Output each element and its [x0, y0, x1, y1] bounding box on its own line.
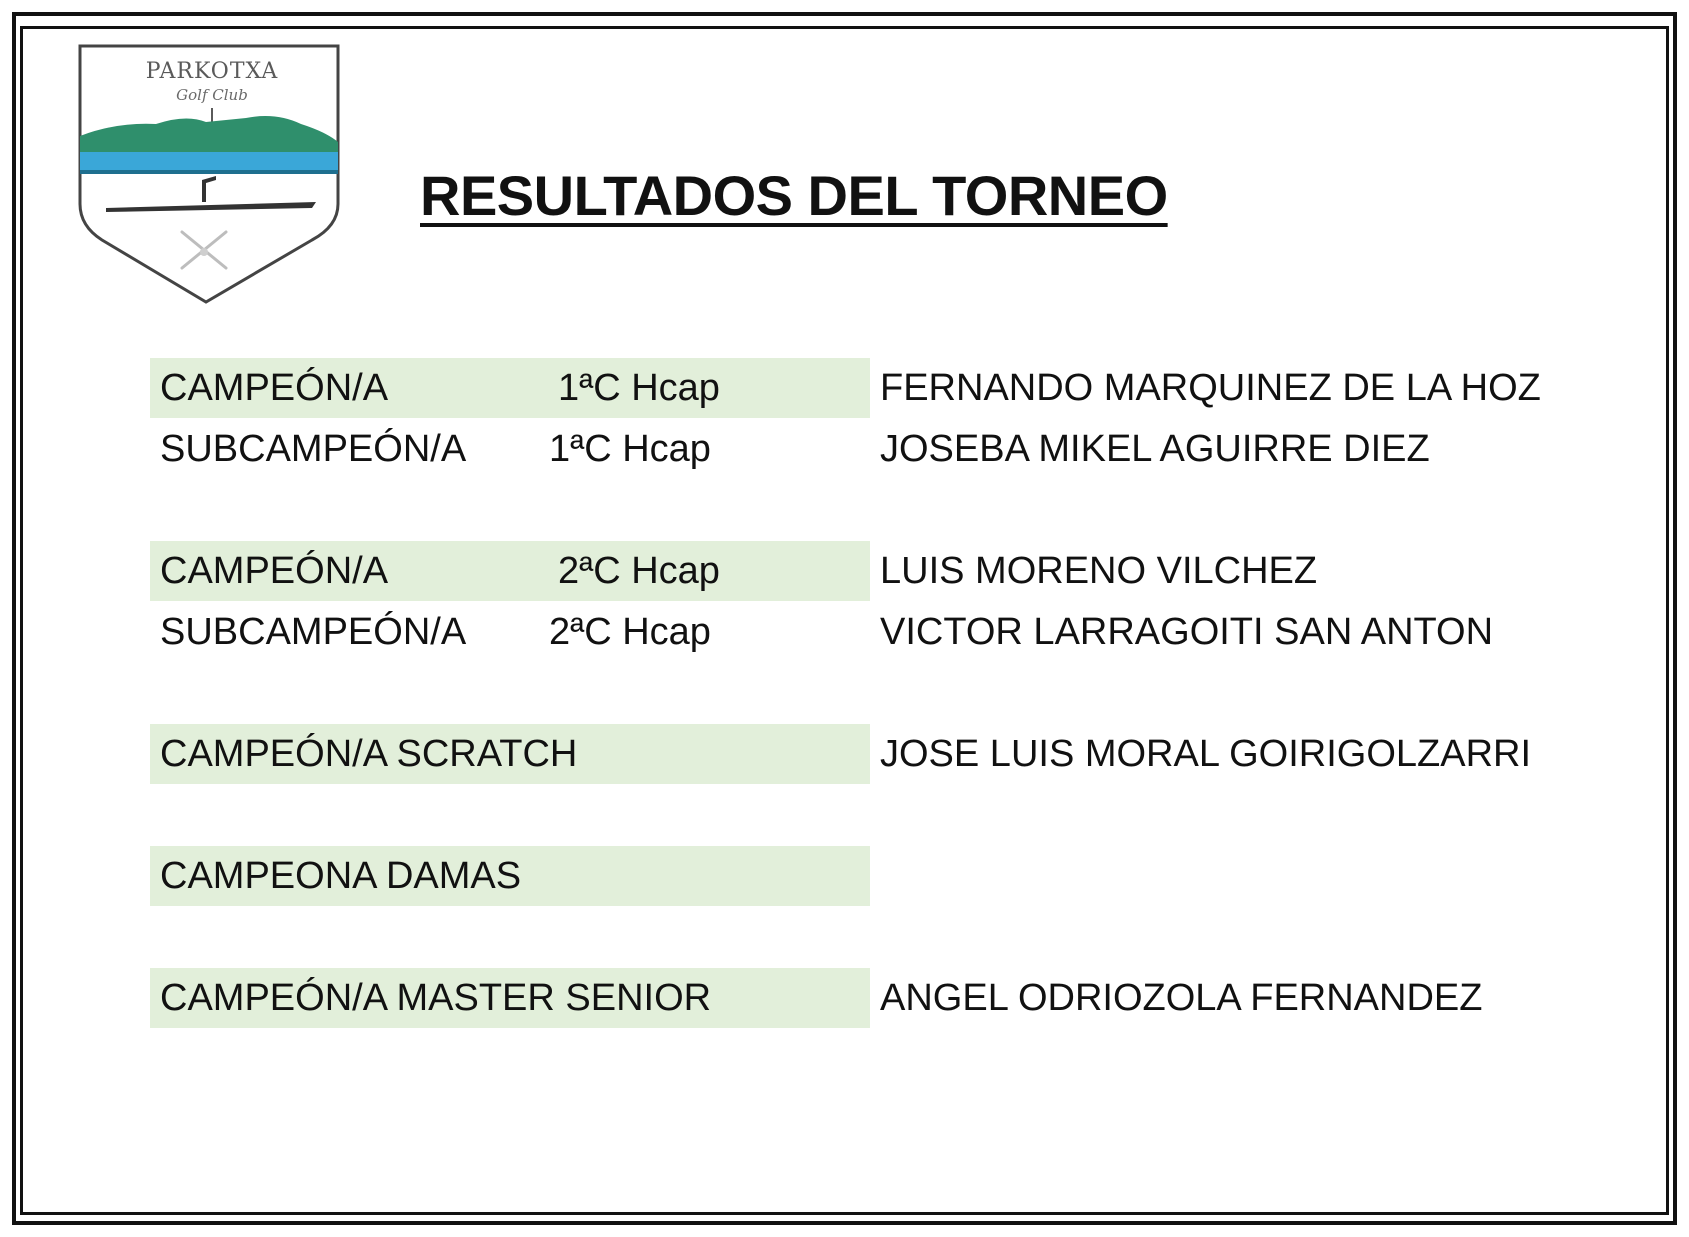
- division-label: 1ªC Hcap: [549, 428, 711, 470]
- division-label: 2ªC Hcap: [558, 550, 720, 592]
- role-label: CAMPEÓN/A SCRATCH: [160, 733, 578, 775]
- winner-name: FERNANDO MARQUINEZ DE LA HOZ: [880, 367, 1541, 409]
- logo-name: PARKOTXA: [145, 59, 279, 84]
- club-logo: [76, 44, 344, 304]
- division-label: 1ªC Hcap: [558, 367, 720, 409]
- result-row: [150, 968, 1650, 1028]
- role-label: CAMPEÓN/A: [160, 367, 389, 409]
- result-row: [150, 602, 1650, 662]
- winner-name: VICTOR LARRAGOITI SAN ANTON: [880, 611, 1494, 653]
- role-label: CAMPEONA DAMAS: [160, 855, 522, 897]
- result-row: [150, 541, 1650, 601]
- role-label: CAMPEÓN/A MASTER SENIOR: [160, 977, 712, 1019]
- role-label: SUBCAMPEÓN/A: [160, 611, 467, 653]
- winner-name: JOSE LUIS MORAL GOIRIGOLZARRI: [880, 733, 1532, 775]
- winner-name: ANGEL ODRIOZOLA FERNANDEZ: [880, 977, 1483, 1019]
- result-row: [150, 419, 1650, 479]
- result-row: [150, 846, 1650, 906]
- winner-name: LUIS MORENO VILCHEZ: [880, 550, 1318, 592]
- division-label: 2ªC Hcap: [549, 611, 711, 653]
- logo-subtitle: Golf Club: [176, 86, 248, 104]
- role-label: CAMPEÓN/A: [160, 550, 389, 592]
- shield-icon: [76, 44, 344, 304]
- result-row: [150, 724, 1650, 784]
- winner-name: JOSEBA MIKEL AGUIRRE DIEZ: [880, 428, 1430, 470]
- role-label: SUBCAMPEÓN/A: [160, 428, 467, 470]
- result-row: [150, 358, 1650, 418]
- page-title: RESULTADOS DEL TORNEO: [420, 164, 1168, 227]
